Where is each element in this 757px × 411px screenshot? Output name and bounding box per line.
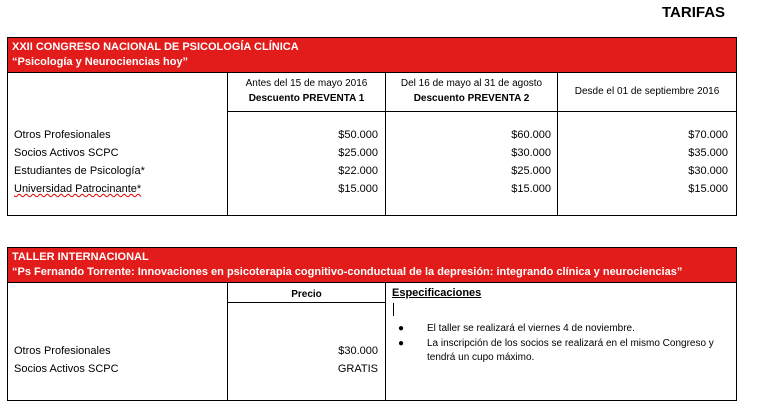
list-item: ● El taller se realizará el viernes 4 de noviembre. [398, 323, 635, 334]
price-cell: $35.000 [688, 147, 728, 159]
row-label: Otros Profesionales [14, 345, 111, 357]
taller-header-divider [227, 302, 385, 303]
congreso-title: XXII CONGRESO NACIONAL DE PSICOLOGÍA CLÍNICA [12, 41, 299, 53]
price-cell: $15.000 [688, 183, 728, 195]
row-label: Estudiantes de Psicología* [14, 165, 145, 177]
price-cell: GRATIS [337, 363, 378, 375]
bullet-icon: ● [398, 323, 405, 334]
price-cell: $60.000 [511, 129, 551, 141]
price-cell: $25.000 [511, 165, 551, 177]
taller-prices [228, 342, 378, 378]
taller-labels [14, 342, 119, 378]
taller-table [7, 247, 737, 401]
price-header: Precio [291, 289, 322, 300]
taller-banner [8, 248, 736, 282]
congreso-header-divider [227, 111, 736, 112]
congreso-col-header-2: Del 16 de mayo al 31 de agosto Descuento PREVENTA 2 [400, 78, 543, 104]
row-label: Otros Profesionales [14, 129, 111, 141]
price-cell: $30.000 [511, 147, 551, 159]
price-cell: $22.000 [338, 165, 378, 177]
congreso-col-header-3: Desde el 01 de septiembre 2016 [574, 86, 720, 97]
row-label: Universidad Patrocinante* [14, 183, 142, 195]
row-label: Socios Activos SCPC [14, 147, 119, 159]
congreso-banner-divider [8, 72, 736, 73]
row-label: Socios Activos SCPC [14, 363, 119, 375]
congreso-prices-col-3 [558, 126, 728, 198]
price-cell: $50.000 [338, 129, 378, 141]
price-cell: $30.000 [688, 165, 728, 177]
congreso-banner [8, 38, 736, 72]
congreso-table [7, 37, 737, 216]
congreso-prices-col-2 [386, 126, 551, 198]
price-cell: $25.000 [338, 147, 378, 159]
list-item: ● La inscripción de los socios se realizará en el mismo Congreso y tendrá un cupo máximo. [398, 338, 714, 363]
congreso-prices-col-1 [228, 126, 378, 198]
price-cell: $30.000 [338, 345, 378, 357]
price-cell: $15.000 [338, 183, 378, 195]
taller-title: TALLER INTERNACIONAL [12, 251, 149, 263]
spec-list [386, 322, 726, 365]
text-cursor [393, 303, 394, 316]
taller-subtitle: “Ps Fernando Torrente: Innovaciones en psicoterapia cognitivo-conductual de la depresión: integrando clínica y neurociencias” [12, 266, 683, 278]
page-title: TARIFAS [662, 4, 726, 21]
congreso-col-header-1: Antes del 15 de mayo 2016 Descuento PREVENTA 1 [245, 78, 368, 104]
bullet-icon: ● [398, 338, 405, 349]
price-cell: $70.000 [688, 129, 728, 141]
congreso-labels [14, 126, 145, 198]
taller-banner-divider [8, 282, 736, 283]
price-cell: $15.000 [511, 183, 551, 195]
spec-header: Especificaciones [392, 287, 482, 299]
congreso-subtitle: “Psicología y Neurociencias hoy” [12, 56, 189, 68]
